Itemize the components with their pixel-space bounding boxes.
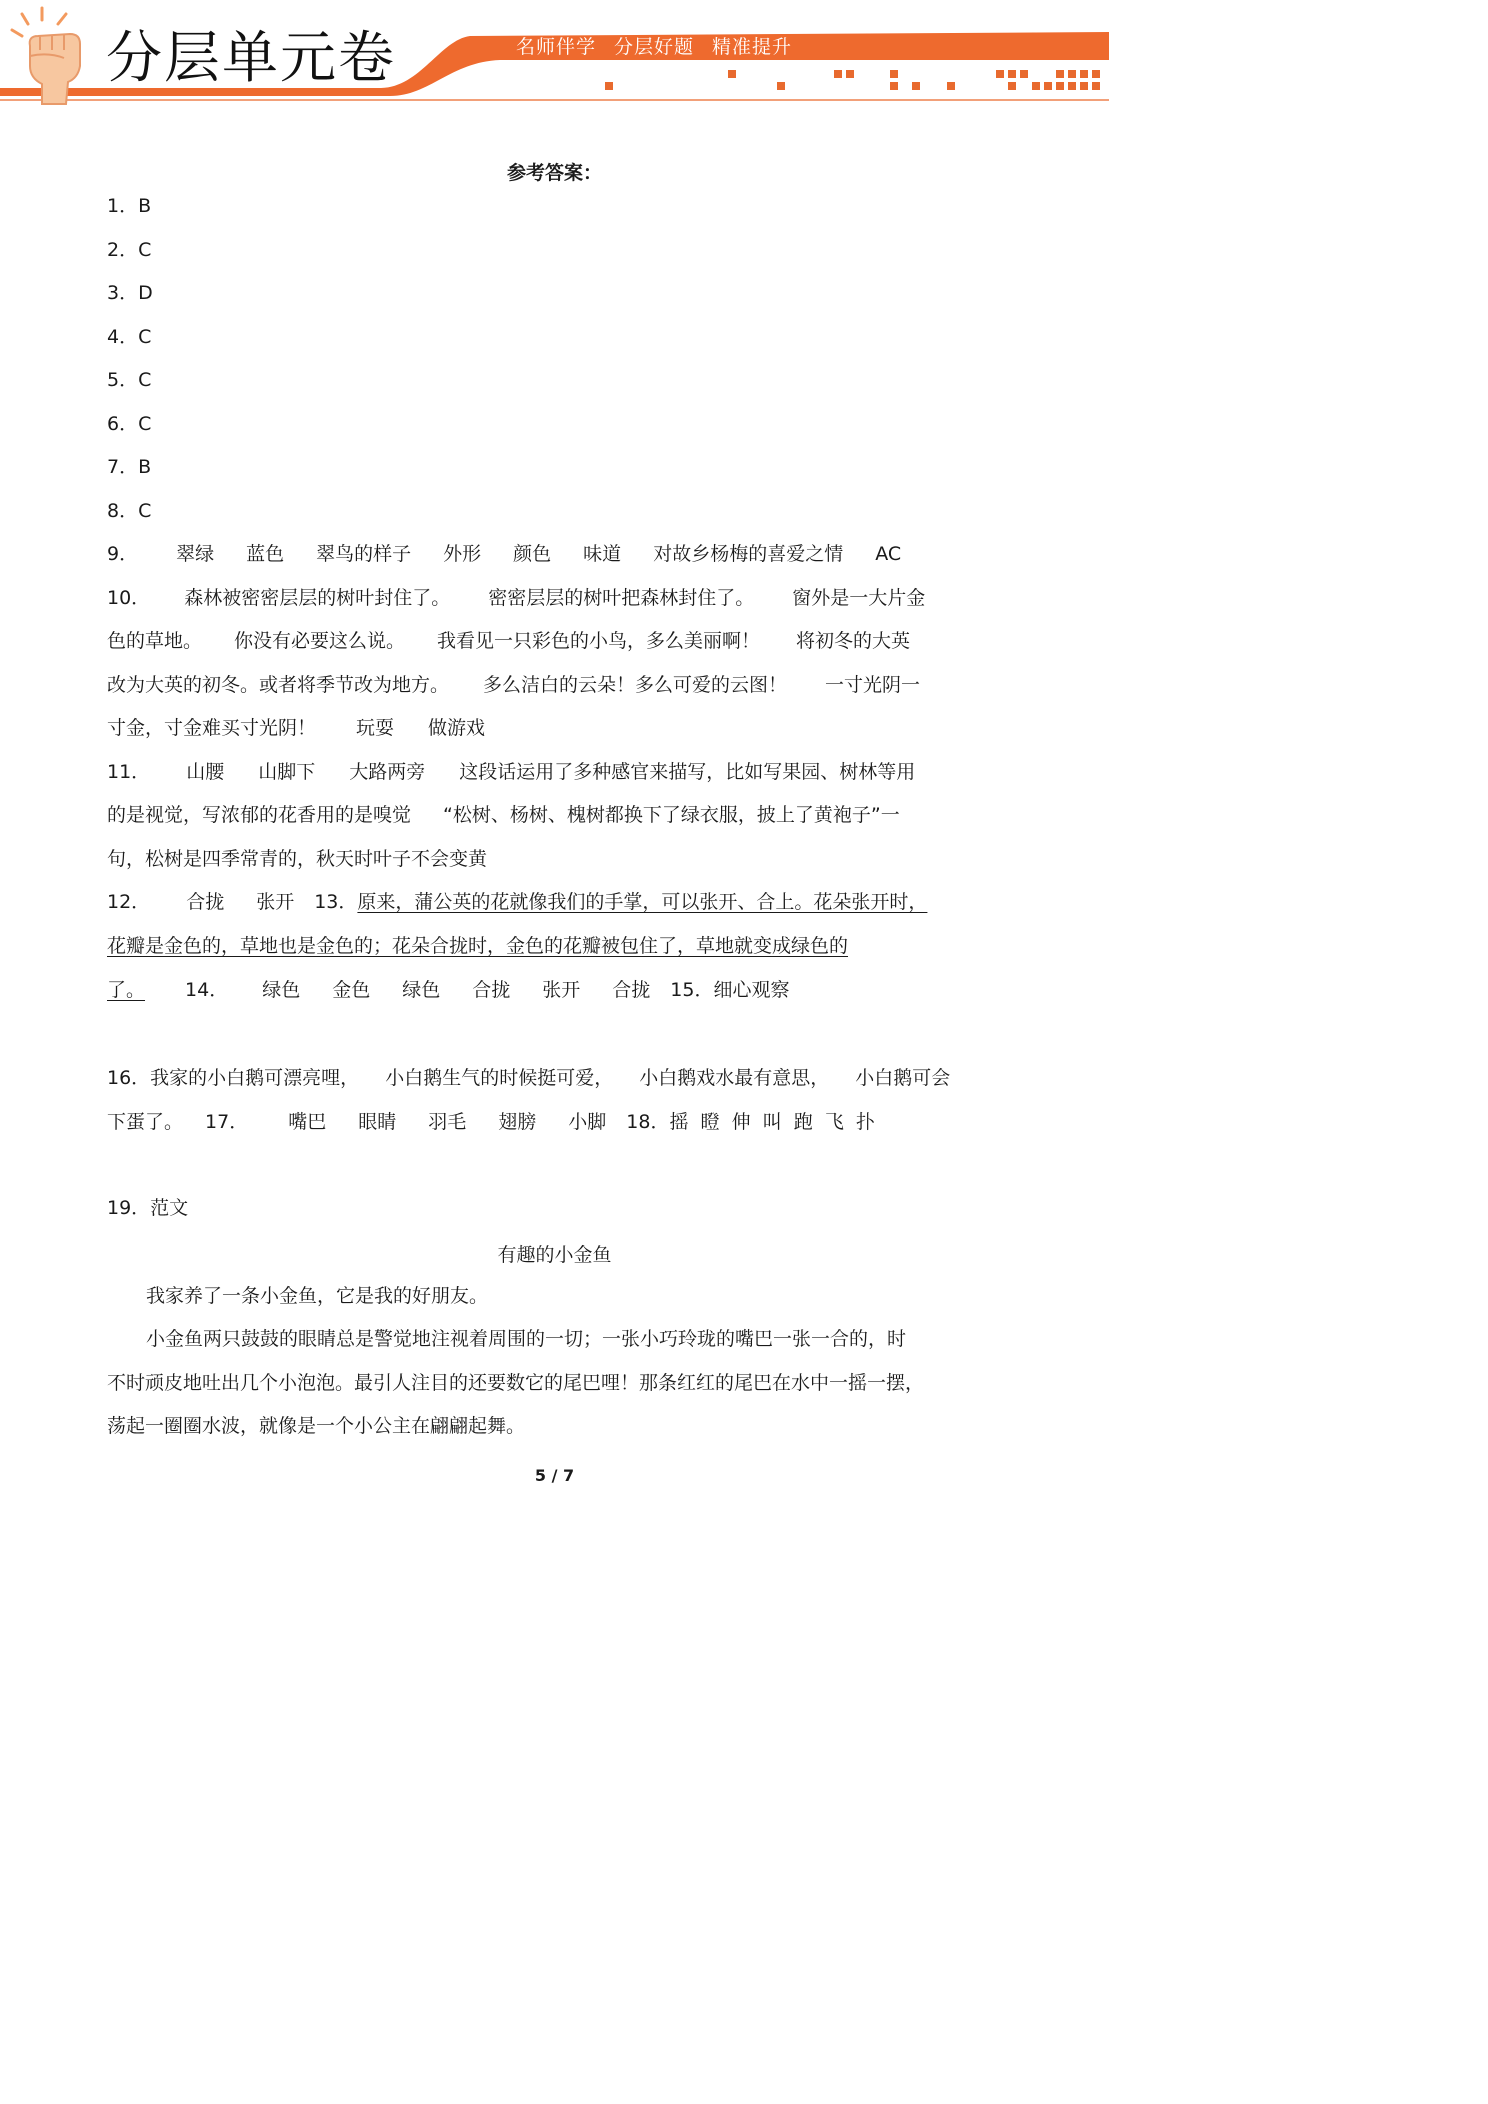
answer-10-line2 [107, 629, 910, 653]
essay-paragraph-2-line3: 荡起一圈圈水波，就像是一个小公主在翩翩起舞。 [107, 1415, 526, 1437]
page-number: 5 / 7 [534, 1466, 575, 1485]
q9-num: 9． [107, 543, 139, 565]
answer-3: 3．D [107, 282, 153, 304]
q10-a8: 一寸光阴一 [825, 674, 921, 696]
q10-a2: 密密层层的树叶把森林封住了。 [488, 587, 755, 609]
answer-7: 7．B [107, 456, 152, 478]
answer-10-line1 [107, 586, 925, 610]
answer-13-line3 [107, 978, 789, 1002]
q17-a2: 眼睛 [358, 1111, 397, 1133]
answer-9 [107, 542, 901, 566]
q10-a8b: 寸金，寸金难买寸光阴！ [107, 717, 317, 739]
q11-a4b: 的是视觉，写浓郁的花香用的是嗅觉 [107, 804, 412, 826]
q13-answer-cont: 花瓣是金色的，草地也是金色的；花朵合拢时，金色的花瓣被包住了，草地就变成绿色的 [107, 935, 849, 957]
q10-a7: 多么洁白的云朵！多么可爱的云图！ [483, 674, 788, 696]
q11-a1: 山腰 [186, 761, 225, 783]
q17-a1: 嘴巴 [288, 1111, 327, 1133]
answer-5: 5．C [107, 369, 152, 391]
header-slogans [516, 32, 810, 59]
q14-a3: 绿色 [402, 979, 441, 1001]
answer-10-line4 [107, 716, 485, 740]
q16-a4: 小白鹅可会 [855, 1067, 951, 1089]
q13-answer: 原来，蒲公英的花就像我们的手掌，可以张开、合上。花朵张开时， [357, 891, 928, 913]
q15-answer: 15．细心观察 [670, 979, 790, 1001]
q11-a3: 大路两旁 [349, 761, 426, 783]
essay-title: 有趣的小金鱼 [497, 1244, 612, 1266]
q10-a10: 做游戏 [428, 717, 486, 739]
q16-a2: 小白鹅生气的时候挺可爱， [385, 1067, 614, 1089]
q13-num: 13． [314, 891, 358, 913]
q10-a6b: 改为大英的初冬。或者将季节改为地方。 [107, 674, 450, 696]
q12-num: 12． [107, 891, 151, 913]
answer-11-line3: 句，松树是四季常青的，秋天时叶子不会变黄 [107, 848, 488, 870]
q17-a3: 羽毛 [428, 1111, 467, 1133]
answer-4: 4．C [107, 326, 152, 348]
q14-a1: 绿色 [262, 979, 301, 1001]
answer-12-line1 [107, 890, 927, 914]
q10-a4: 你没有必要这么说。 [234, 630, 406, 652]
q9-a6: 味道 [583, 543, 622, 565]
raised-fist-icon [8, 6, 98, 106]
q9-a5: 颜色 [513, 543, 552, 565]
answer-1: 1．B [107, 195, 152, 217]
q11-a4: 这段话运用了多种感官来描写，比如写果园、树林等用 [459, 761, 916, 783]
q9-a2: 蓝色 [246, 543, 285, 565]
q10-a3b: 色的草地。 [107, 630, 203, 652]
q10-a5: 我看见一只彩色的小鸟，多么美丽啊！ [437, 630, 761, 652]
q13-answer-end: 了。 [107, 979, 146, 1001]
q18-answer: 18．摇 瞪 伸 叫 跑 飞 扑 [626, 1111, 875, 1133]
q16-a3: 小白鹅戏水最有意思， [639, 1067, 830, 1089]
slogan-1: 名师伴学 [516, 36, 597, 58]
answer-6: 6．C [107, 413, 152, 435]
q14-num: 14． [185, 979, 229, 1001]
q17-a5: 小脚 [568, 1111, 607, 1133]
answer-11-line1 [107, 760, 915, 784]
q14-a5: 张开 [542, 979, 581, 1001]
q9-a1: 翠绿 [176, 543, 215, 565]
q9-a4: 外形 [443, 543, 482, 565]
q10-a6: 将初冬的大英 [796, 630, 911, 652]
q10-num: 10． [107, 587, 151, 609]
answer-19-label: 19．范文 [107, 1197, 189, 1219]
q17-a4: 翅膀 [498, 1111, 537, 1133]
slogan-2: 分层好题 [614, 36, 695, 58]
q12-a2: 张开 [256, 891, 295, 913]
q10-a1: 森林被密密层层的树叶封住了。 [184, 587, 451, 609]
q9-a7: 对故乡杨梅的喜爱之情 [653, 543, 844, 565]
essay-paragraph-2-line1: 小金鱼两只鼓鼓的眼睛总是警觉地注视着周围的一切；一张小巧玲珑的嘴巴一张一合的，时 [146, 1328, 907, 1350]
q16-a1: 16．我家的小白鹅可漂亮哩， [107, 1067, 360, 1089]
answer-2: 2．C [107, 239, 152, 261]
answers-heading: 参考答案： [506, 162, 602, 184]
answer-11-line2 [107, 803, 900, 827]
page-header [0, 0, 1109, 110]
q14-a6: 合拢 [612, 979, 651, 1001]
answer-10-line3 [107, 673, 920, 697]
answer-16-line1 [107, 1066, 950, 1090]
q14-a2: 金色 [332, 979, 371, 1001]
brand-title: 分层单元卷 [106, 26, 396, 91]
q11-a5: “松树、杨树、槐树都换下了绿衣服，披上了黄袍子”一 [443, 804, 900, 826]
q14-a4: 合拢 [472, 979, 511, 1001]
q11-num: 11． [107, 761, 151, 783]
answer-16-line2 [107, 1110, 875, 1134]
answer-8: 8．C [107, 500, 152, 522]
q10-a3: 窗外是一大片金 [792, 587, 926, 609]
q10-a9: 玩耍 [356, 717, 395, 739]
q16-a4b: 下蛋了。 [107, 1111, 184, 1133]
q9-a3: 翠鸟的样子 [316, 543, 412, 565]
q11-a2: 山脚下 [258, 761, 316, 783]
answer-13-line2 [107, 934, 848, 958]
slogan-3: 精准提升 [712, 36, 793, 58]
q12-a1: 合拢 [186, 891, 225, 913]
q9-a8: AC [875, 543, 902, 565]
essay-paragraph-1: 我家养了一条小金鱼，它是我的好朋友。 [146, 1285, 489, 1307]
essay-paragraph-2-line2: 不时顽皮地吐出几个小泡泡。最引人注目的还要数它的尾巴哩！那条红红的尾巴在水中一摇一摆， [107, 1372, 925, 1394]
q17-num: 17． [205, 1111, 249, 1133]
